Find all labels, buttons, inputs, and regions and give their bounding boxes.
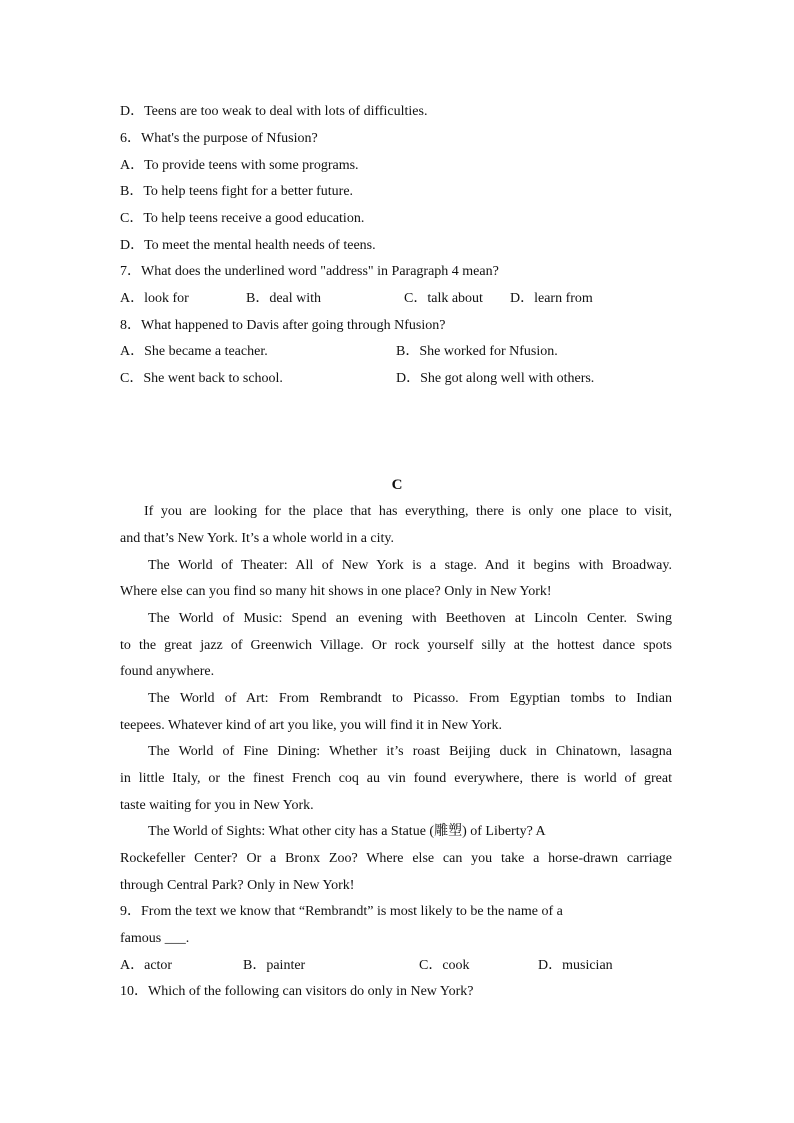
q6-option-d: D．To meet the mental health needs of teens. xyxy=(120,238,376,253)
q6-option-b: B．To help teens fight for a better future. xyxy=(120,184,354,199)
q6-option-c: C．To help teens receive a good education. xyxy=(120,211,365,226)
q5-option-d: D．Teens are too weak to deal with lots of difficulties. xyxy=(120,104,428,119)
q9-stem-line-1: 9．From the text we know that “Rembrandt” is most likely to be the name of a xyxy=(120,904,563,919)
passage-line-11: in little Italy, or the finest French coq au vin found everywhere, there is world of great xyxy=(120,771,672,786)
passage-line-9: teepees. Whatever kind of art you like, you will find it in New York. xyxy=(120,718,502,733)
q8-option-b: B．She worked for Nfusion. xyxy=(396,344,558,359)
q8-option-d: D．She got along well with others. xyxy=(396,371,595,386)
q9-option-a: A．actor xyxy=(120,958,173,973)
passage-line-4: Where else can you find so many hit shows in one place? Only in New York! xyxy=(120,584,552,599)
q7-option-d: D．learn from xyxy=(510,291,593,306)
section-heading-c: C xyxy=(391,477,403,493)
q9-option-b: B．painter xyxy=(243,958,306,973)
q9-option-d: D．musician xyxy=(538,958,613,973)
passage-line-7: found anywhere. xyxy=(120,664,215,679)
q7-stem: 7．What does the underlined word "address" in Paragraph 4 mean? xyxy=(120,264,499,279)
passage-line-14: Rockefeller Center? Or a Bronx Zoo? Where else can you take a horse-drawn carriage xyxy=(120,851,672,866)
q9-option-c: C．cook xyxy=(419,958,470,973)
q9-stem-line-2: famous ___. xyxy=(120,931,190,946)
q7-option-a: A．look for xyxy=(120,291,189,306)
passage-line-15: through Central Park? Only in New York! xyxy=(120,878,355,893)
passage-line-6: to the great jazz of Greenwich Village. Or rock yourself silly at the hottest dance spots xyxy=(120,638,672,653)
q7-option-b: B．deal with xyxy=(246,291,322,306)
passage-line-10: The World of Fine Dining: Whether it’s roast Beijing duck in Chinatown, lasagna xyxy=(148,744,672,759)
passage-line-12: taste waiting for you in New York. xyxy=(120,798,314,813)
q10-stem: 10．Which of the following can visitors do only in New York? xyxy=(120,984,474,999)
q8-option-c: C．She went back to school. xyxy=(120,371,283,386)
passage-line-8: The World of Art: From Rembrandt to Picasso. From Egyptian tombs to Indian xyxy=(148,691,672,706)
passage-line-2: and that’s New York. It’s a whole world in a city. xyxy=(120,531,394,546)
passage-line-13: The World of Sights: What other city has a Statue (雕塑) of Liberty? A xyxy=(148,824,546,839)
q7-option-c: C．talk about xyxy=(404,291,483,306)
q8-option-a: A．She became a teacher. xyxy=(120,344,268,359)
passage-line-5: The World of Music: Spend an evening with Beethoven at Lincoln Center. Swing xyxy=(148,611,672,626)
passage-line-3: The World of Theater: All of New York is a stage. And it begins with Broadway. xyxy=(148,558,672,573)
q6-stem: 6．What's the purpose of Nfusion? xyxy=(120,131,318,146)
passage-line-1: If you are looking for the place that has everything, there is only one place to visit, xyxy=(144,504,672,519)
q6-option-a: A．To provide teens with some programs. xyxy=(120,158,359,173)
q8-stem: 8．What happened to Davis after going through Nfusion? xyxy=(120,318,446,333)
